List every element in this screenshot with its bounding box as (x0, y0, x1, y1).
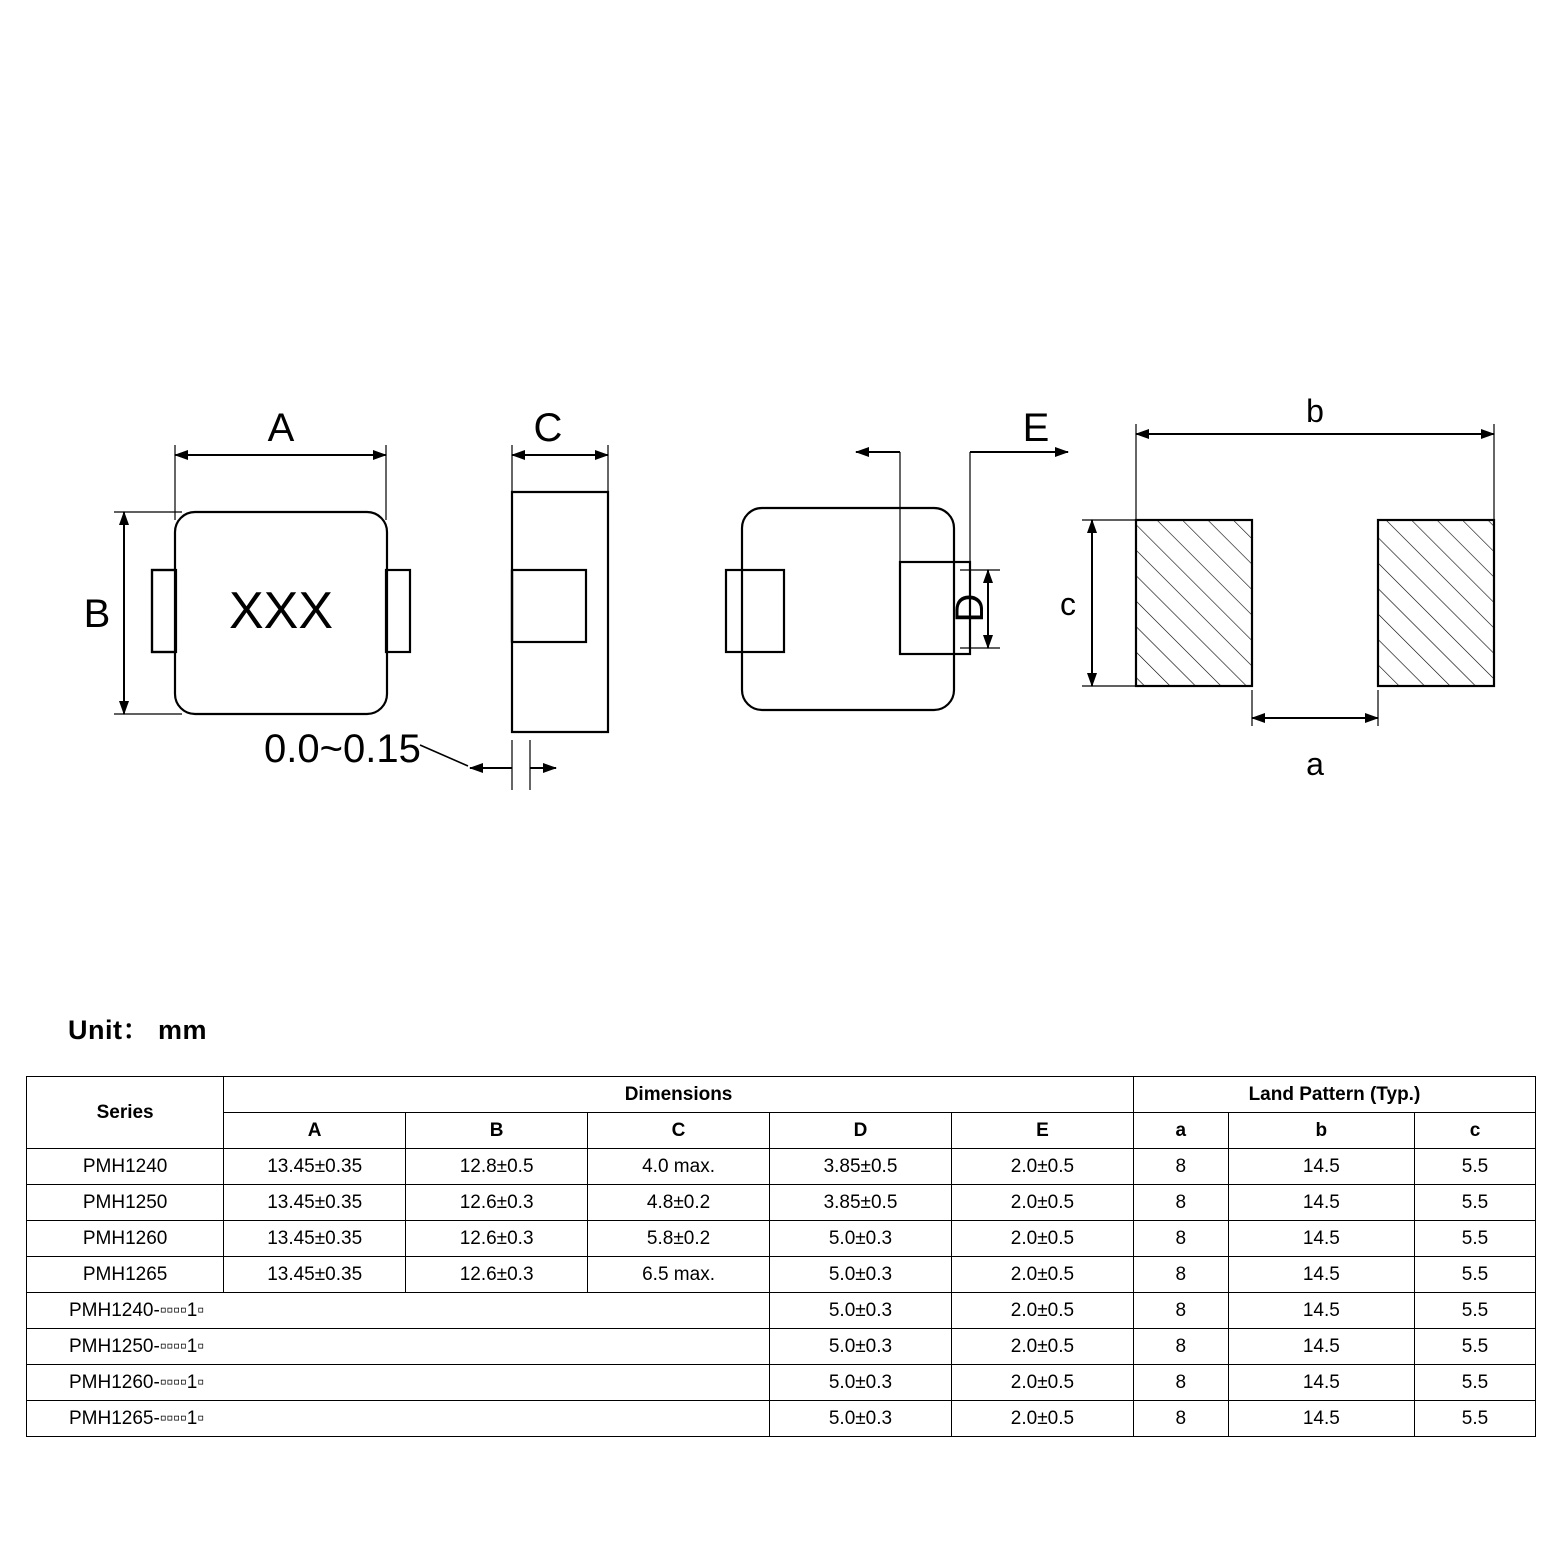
cell-B: 12.8±0.5 (406, 1149, 588, 1185)
cell-E: 2.0±0.5 (951, 1149, 1133, 1185)
cell-a: 8 (1133, 1293, 1228, 1329)
cell-a: 8 (1133, 1185, 1228, 1221)
cell-a: 8 (1133, 1401, 1228, 1437)
cell-A: 13.45±0.35 (224, 1185, 406, 1221)
header-col-E: E (951, 1113, 1133, 1149)
part-marking: XXX (228, 582, 334, 640)
cell-series: PMH1265-▫▫▫▫1▫ (27, 1401, 770, 1437)
cell-B: 12.6±0.3 (406, 1257, 588, 1293)
table-row (27, 1149, 1536, 1185)
land-pattern-view (1082, 424, 1494, 726)
cell-b: 14.5 (1228, 1257, 1414, 1293)
table-column-header-row (27, 1113, 1536, 1149)
cell-E: 2.0±0.5 (951, 1401, 1133, 1437)
cell-a: 8 (1133, 1221, 1228, 1257)
cell-a: 8 (1133, 1149, 1228, 1185)
cell-a: 8 (1133, 1365, 1228, 1401)
header-dimensions: Dimensions (224, 1077, 1134, 1113)
header-land-pattern: Land Pattern (Typ.) (1133, 1077, 1535, 1113)
cell-D: 3.85±0.5 (770, 1149, 952, 1185)
cell-C: 4.0 max. (588, 1149, 770, 1185)
cell-C: 5.8±0.2 (588, 1221, 770, 1257)
cell-A: 13.45±0.35 (224, 1221, 406, 1257)
table-row (27, 1365, 1536, 1401)
cell-A: 13.45±0.35 (224, 1149, 406, 1185)
cell-C: 6.5 max. (588, 1257, 770, 1293)
cell-D: 3.85±0.5 (770, 1185, 952, 1221)
cell-b: 14.5 (1228, 1329, 1414, 1365)
cell-b: 14.5 (1228, 1401, 1414, 1437)
cell-c: 5.5 (1414, 1257, 1535, 1293)
cell-series: PMH1250-▫▫▫▫1▫ (27, 1329, 770, 1365)
cell-b: 14.5 (1228, 1185, 1414, 1221)
cell-series: PMH1240 (27, 1149, 224, 1185)
table-row (27, 1293, 1536, 1329)
header-col-b: b (1228, 1113, 1414, 1149)
label-E: E (1022, 406, 1050, 450)
cell-D: 5.0±0.3 (770, 1401, 952, 1437)
header-col-C: C (588, 1113, 770, 1149)
label-D: D (948, 593, 992, 623)
header-col-B: B (406, 1113, 588, 1149)
cell-E: 2.0±0.5 (951, 1185, 1133, 1221)
cell-D: 5.0±0.3 (770, 1257, 952, 1293)
cell-c: 5.5 (1414, 1365, 1535, 1401)
cell-c: 5.5 (1414, 1221, 1535, 1257)
table-row (27, 1329, 1536, 1365)
label-A: A (267, 406, 295, 450)
cell-series: PMH1260-▫▫▫▫1▫ (27, 1365, 770, 1401)
cell-B: 12.6±0.3 (406, 1185, 588, 1221)
header-col-D: D (770, 1113, 952, 1149)
header-col-c: c (1414, 1113, 1535, 1149)
top-view (114, 445, 410, 714)
cell-D: 5.0±0.3 (770, 1365, 952, 1401)
table-row (27, 1221, 1536, 1257)
cell-E: 2.0±0.5 (951, 1293, 1133, 1329)
cell-E: 2.0±0.5 (951, 1329, 1133, 1365)
label-land-c: c (1060, 586, 1076, 622)
header-series: Series (27, 1077, 224, 1149)
header-col-a: a (1133, 1113, 1228, 1149)
cell-D: 5.0±0.3 (770, 1221, 952, 1257)
cell-series: PMH1260 (27, 1221, 224, 1257)
cell-series: PMH1240-▫▫▫▫1▫ (27, 1293, 770, 1329)
cell-A: 13.45±0.35 (224, 1257, 406, 1293)
header-col-A: A (224, 1113, 406, 1149)
cell-D: 5.0±0.3 (770, 1293, 952, 1329)
cell-C: 4.8±0.2 (588, 1185, 770, 1221)
cell-a: 8 (1133, 1329, 1228, 1365)
cell-b: 14.5 (1228, 1221, 1414, 1257)
table-row (27, 1185, 1536, 1221)
cell-series: PMH1250 (27, 1185, 224, 1221)
table-group-header-row (27, 1077, 1536, 1113)
dimensions-table (26, 1076, 1536, 1437)
cell-c: 5.5 (1414, 1293, 1535, 1329)
cell-c: 5.5 (1414, 1185, 1535, 1221)
label-land-b: b (1306, 393, 1324, 429)
cell-E: 2.0±0.5 (951, 1221, 1133, 1257)
table-row (27, 1257, 1536, 1293)
unit-label: Unit： mm (68, 1015, 207, 1045)
table-body (27, 1149, 1536, 1437)
cell-b: 14.5 (1228, 1293, 1414, 1329)
label-land-a: a (1306, 746, 1324, 782)
cell-E: 2.0±0.5 (951, 1257, 1133, 1293)
cell-b: 14.5 (1228, 1365, 1414, 1401)
bottom-view (726, 452, 1068, 710)
cell-c: 5.5 (1414, 1401, 1535, 1437)
cell-B: 12.6±0.3 (406, 1221, 588, 1257)
cell-c: 5.5 (1414, 1329, 1535, 1365)
label-standoff: 0.0~0.15 (264, 727, 421, 771)
cell-c: 5.5 (1414, 1149, 1535, 1185)
side-view (420, 445, 608, 790)
label-C: C (533, 406, 563, 450)
cell-D: 5.0±0.3 (770, 1329, 952, 1365)
cell-series: PMH1265 (27, 1257, 224, 1293)
cell-a: 8 (1133, 1257, 1228, 1293)
table-row (27, 1401, 1536, 1437)
label-B: B (83, 592, 111, 636)
cell-E: 2.0±0.5 (951, 1365, 1133, 1401)
cell-b: 14.5 (1228, 1149, 1414, 1185)
